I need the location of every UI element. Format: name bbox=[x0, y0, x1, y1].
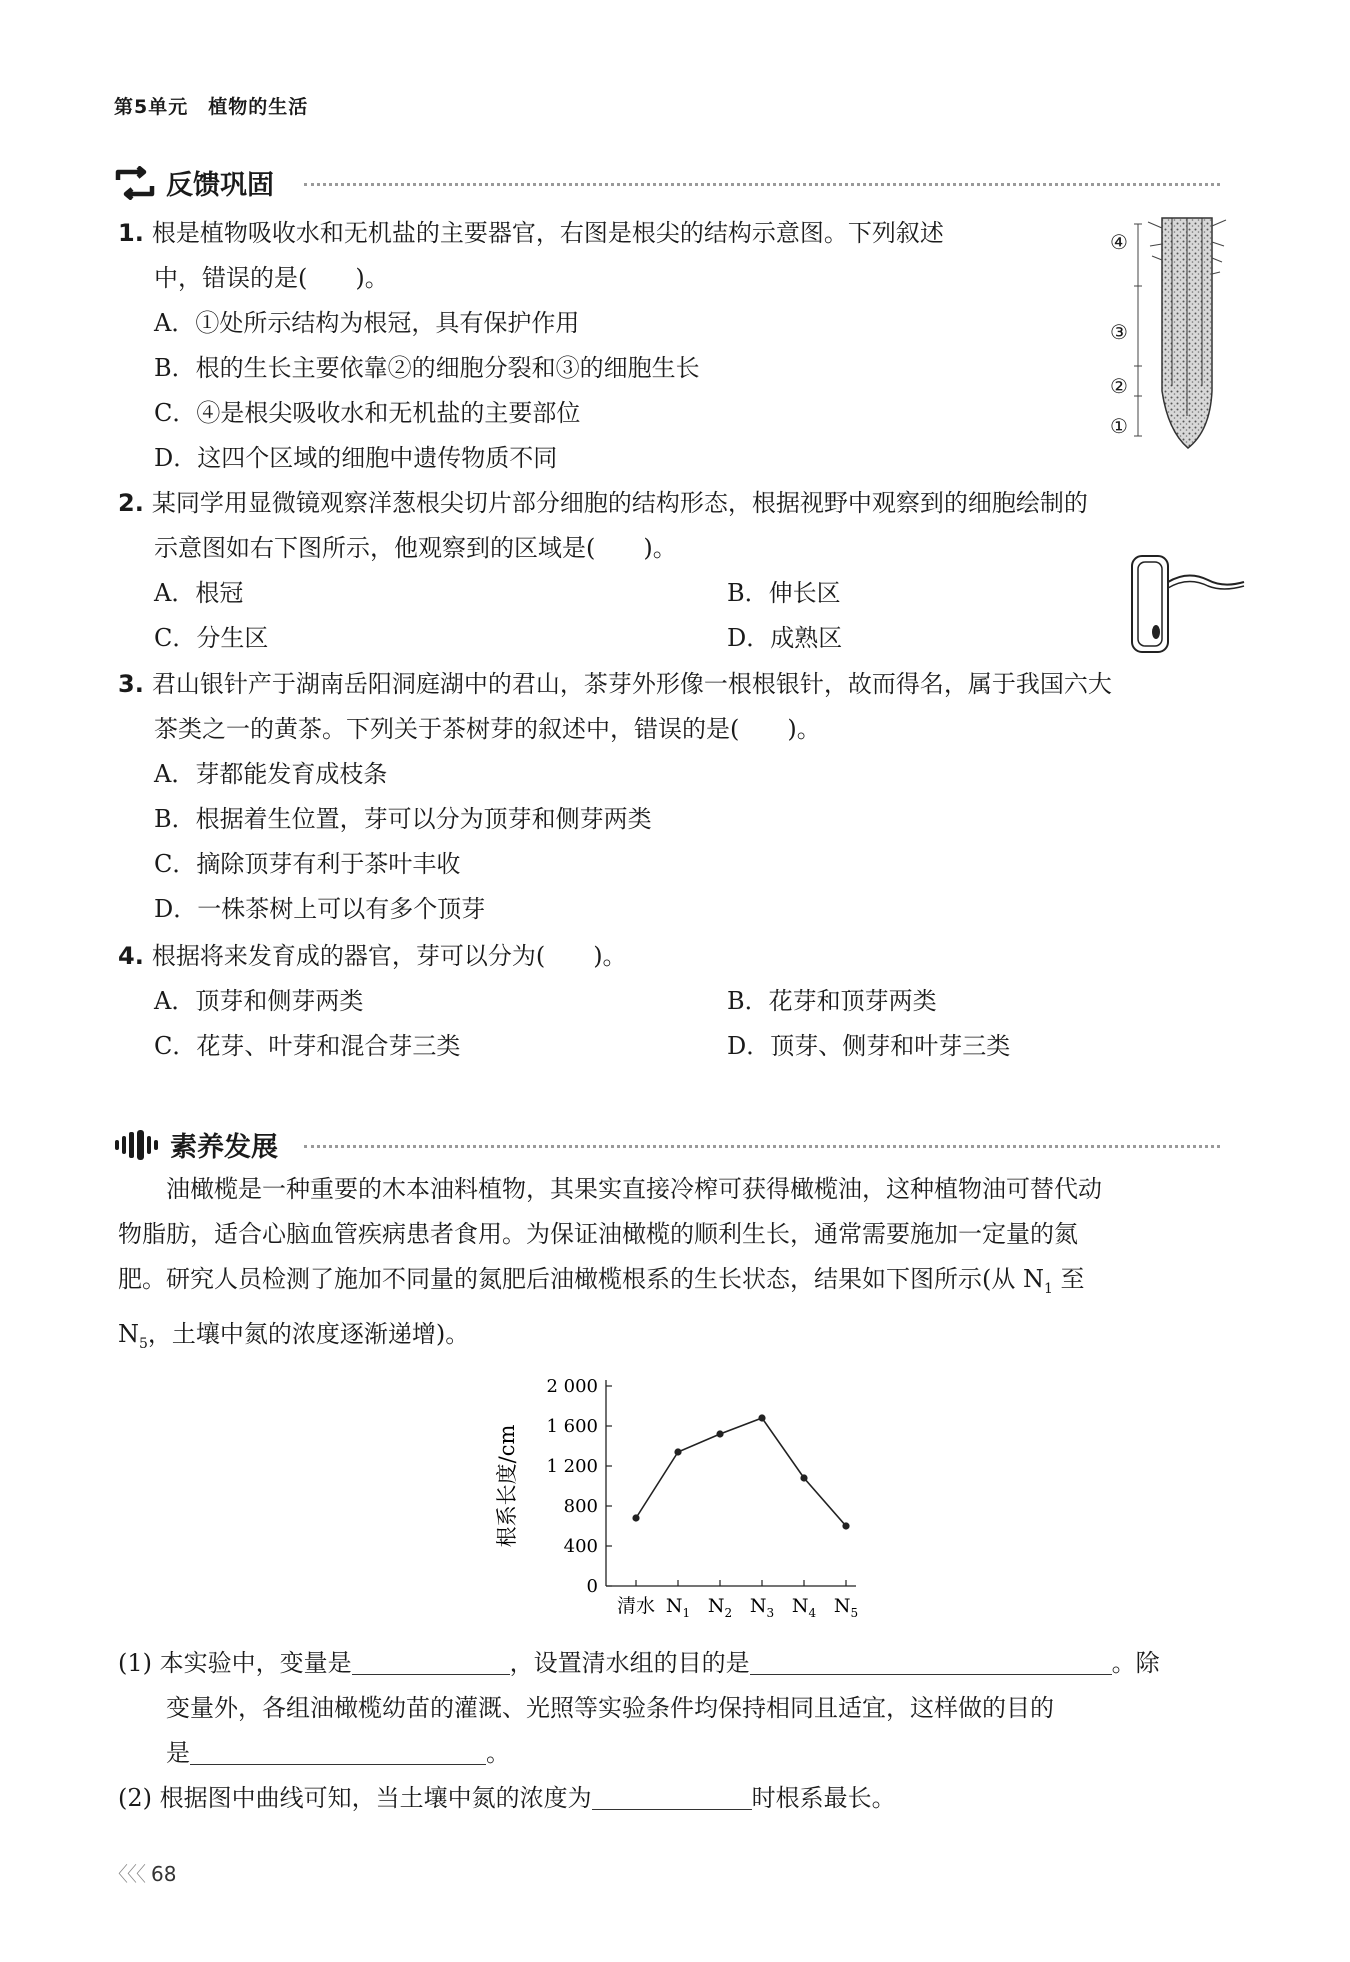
data-point bbox=[674, 1448, 681, 1455]
option-c: C．摘除顶芽有利于茶叶丰收 bbox=[154, 850, 461, 878]
option-c: C．④是根尖吸收水和无机盐的主要部位 bbox=[154, 399, 581, 427]
question-text: 某同学用显微镜观察洋葱根尖切片部分细胞的结构形态，根据视野中观察到的细胞绘制的 bbox=[151, 489, 1088, 517]
option-a: A．顶芽和侧芽两类 bbox=[154, 987, 364, 1015]
answer-blank-variable[interactable] bbox=[352, 1648, 510, 1675]
option-c: C．花芽、叶芽和混合芽三类 bbox=[154, 1032, 461, 1060]
root-label-4: ④ bbox=[1110, 230, 1128, 254]
question-text-line2: 示意图如右下图所示，他观察到的区域是( )。 bbox=[154, 534, 677, 562]
question-text-line2: 中，错误的是( )。 bbox=[154, 264, 389, 292]
option-d: D．顶芽、侧芽和叶芽三类 bbox=[727, 1032, 1011, 1060]
root-hair-cell-figure bbox=[1128, 552, 1248, 658]
y-tick-label: 0 bbox=[586, 1576, 598, 1597]
sub-question-1-line3: 是 。 bbox=[166, 1739, 510, 1767]
question-text-line2: 茶类之一的黄茶。下列关于茶树芽的叙述中，错误的是( )。 bbox=[154, 715, 821, 743]
section-heading-feedback bbox=[114, 163, 1220, 202]
question-number: 2. bbox=[118, 489, 144, 517]
page-number: 68 bbox=[151, 1862, 177, 1886]
question-text: 根据将来发育成的器官，芽可以分为( )。 bbox=[151, 942, 627, 970]
option-b: B．根的生长主要依靠②的细胞分裂和③的细胞生长 bbox=[154, 354, 700, 382]
question-text: 根是植物吸收水和无机盐的主要器官，右图是根尖的结构示意图。下列叙述 bbox=[151, 219, 944, 247]
root-tip-figure bbox=[1110, 216, 1240, 456]
option-d: D．这四个区域的细胞中遗传物质不同 bbox=[154, 444, 558, 472]
data-point bbox=[842, 1522, 849, 1529]
dotted-divider bbox=[304, 183, 1220, 186]
data-point bbox=[716, 1430, 723, 1437]
y-tick-label: 1 600 bbox=[546, 1416, 598, 1437]
sub-question-1: (1) 本实验中，变量是 ，设置清水组的目的是 。除 bbox=[118, 1649, 1160, 1677]
passage-line-3: 肥。研究人员检测了施加不同量的氮肥后油橄榄根系的生长状态，结果如下图所示(从 $N_1$ 至 bbox=[118, 1265, 1085, 1297]
y-tick-label: 1 200 bbox=[546, 1456, 598, 1477]
option-b: B．花芽和顶芽两类 bbox=[727, 987, 937, 1015]
y-axis-label: 根系长度/cm bbox=[495, 1424, 519, 1548]
question-number: 3. bbox=[118, 670, 144, 698]
x-tick-label: 清水 bbox=[616, 1595, 656, 1617]
option-a: A．芽都能发育成枝条 bbox=[154, 760, 388, 788]
question-1 bbox=[118, 211, 1238, 481]
dotted-divider bbox=[304, 1145, 1220, 1148]
question-number: 1. bbox=[118, 219, 144, 247]
root-label-1: ① bbox=[1110, 414, 1128, 438]
page-footer bbox=[108, 1858, 176, 1887]
sub-question-2: (2) 根据图中曲线可知，当土壤中氮的浓度为 时根系最长。 bbox=[118, 1784, 896, 1812]
sound-wave-icon bbox=[114, 1130, 162, 1160]
answer-blank-same-conditions[interactable] bbox=[190, 1738, 486, 1765]
back-arrows-icon: 〈〈〈 bbox=[108, 1862, 145, 1886]
root-length-chart bbox=[480, 1358, 900, 1638]
answer-blank-nitrogen[interactable] bbox=[592, 1783, 752, 1810]
x-tick-label: $N_2$ bbox=[707, 1595, 733, 1620]
x-tick-label: $N_5$ bbox=[833, 1595, 859, 1620]
section-title: 素养发展 bbox=[170, 1132, 278, 1163]
refresh-icon bbox=[114, 166, 156, 200]
sub-questions bbox=[118, 1641, 1236, 1821]
passage-line-1: 油橄榄是一种重要的木本油料植物，其果实直接冷榨可获得橄榄油，这种植物油可替代动 bbox=[166, 1175, 1102, 1203]
root-label-2: ② bbox=[1110, 374, 1128, 398]
question-3 bbox=[118, 662, 1238, 932]
option-c: C．分生区 bbox=[154, 624, 269, 652]
answer-blank-control-purpose[interactable] bbox=[750, 1648, 1112, 1675]
question-number: 4. bbox=[118, 942, 144, 970]
question-2 bbox=[118, 481, 1238, 571]
option-a: A．根冠 bbox=[154, 579, 244, 607]
question-4 bbox=[118, 934, 1238, 979]
y-tick-label: 400 bbox=[563, 1536, 598, 1557]
section-heading-development bbox=[114, 1125, 1220, 1164]
data-point bbox=[632, 1514, 639, 1521]
option-d: D．成熟区 bbox=[727, 624, 843, 652]
question-text: 君山银针产于湖南岳阳洞庭湖中的君山，茶芽外形像一根根银针，故而得名，属于我国六大 bbox=[151, 670, 1112, 698]
root-label-3: ③ bbox=[1110, 320, 1128, 344]
x-tick-label: $N_1$ bbox=[665, 1595, 691, 1620]
section-title: 反馈巩固 bbox=[166, 170, 274, 201]
option-b: B．伸长区 bbox=[727, 579, 841, 607]
data-point bbox=[758, 1414, 765, 1421]
y-tick-label: 800 bbox=[563, 1496, 598, 1517]
x-tick-label: $N_3$ bbox=[749, 1595, 775, 1620]
sub-question-1-line2: 变量外，各组油橄榄幼苗的灌溉、光照等实验条件均保持相同且适宜，这样做的目的 bbox=[166, 1694, 1054, 1722]
series-line bbox=[636, 1418, 846, 1526]
y-tick-label: 2 000 bbox=[546, 1376, 598, 1397]
passage bbox=[118, 1167, 1236, 1367]
unit-header: 第5单元 植物的生活 bbox=[114, 96, 309, 118]
passage-line-2: 物脂肪，适合心脑血管疾病患者食用。为保证油橄榄的顺利生长，通常需要施加一定量的氮 bbox=[118, 1220, 1078, 1248]
option-a: A．①处所示结构为根冠，具有保护作用 bbox=[154, 309, 580, 337]
option-d: D．一株茶树上可以有多个顶芽 bbox=[154, 895, 486, 923]
x-tick-label: $N_4$ bbox=[791, 1595, 817, 1620]
data-point bbox=[800, 1474, 807, 1481]
option-b: B．根据着生位置，芽可以分为顶芽和侧芽两类 bbox=[154, 805, 652, 833]
passage-line-4: $N_5$，土壤中氮的浓度逐渐递增)。 bbox=[118, 1319, 470, 1352]
